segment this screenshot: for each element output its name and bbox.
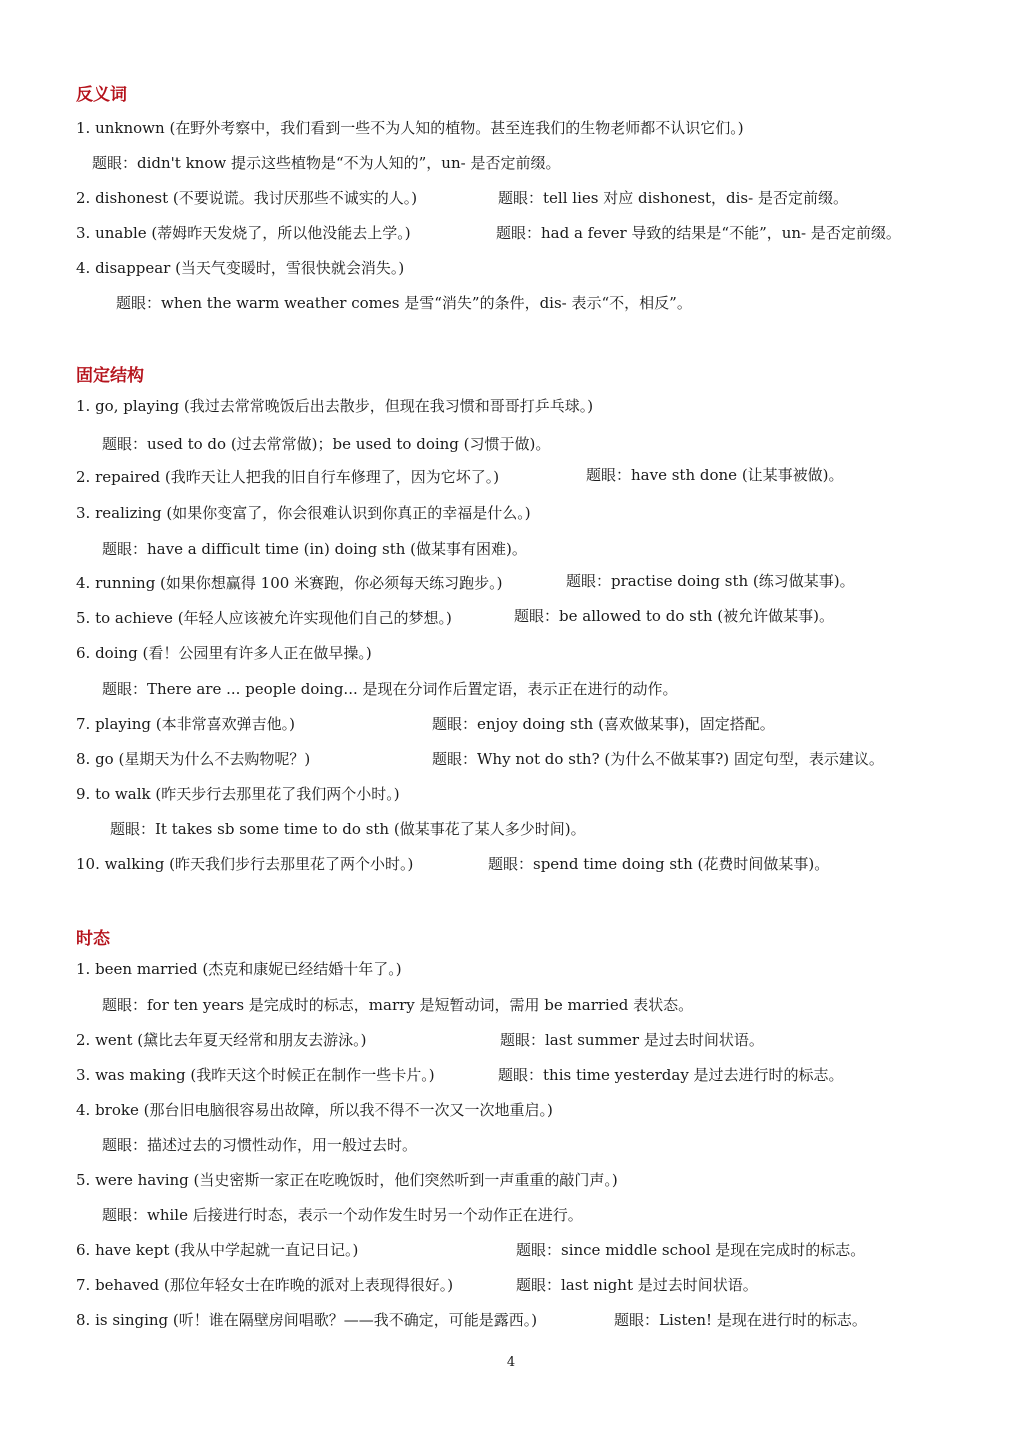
- item-hint: 题眼：描述过去的习惯性动作，用一般过去时。: [102, 1136, 418, 1154]
- item-hint: 题眼：had a fever 导致的结果是“不能”，un- 是否定前缀。: [496, 224, 901, 242]
- item-line: 2. dishonest (不要说谎。我讨厌那些不诚实的人。): [76, 189, 418, 207]
- item-hint: 题眼：last summer 是过去时间状语。: [500, 1031, 764, 1049]
- item-line: 4. running (如果你想赢得 100 米赛跑，你必须每天练习跑步。): [76, 574, 503, 592]
- item-line: 5. were having (当史密斯一家正在吃晚饭时，他们突然听到一声重重的敲门声。): [76, 1171, 618, 1189]
- item-line: 1. go, playing (我过去常常晚饭后出去散步，但现在我习惯和哥哥打乒乓球。): [76, 397, 594, 415]
- item-line: 1. unknown (在野外考察中，我们看到一些不为人知的植物。甚至连我们的生物老师都不认识它们。): [76, 119, 744, 137]
- item-hint: 题眼：There are ... people doing... 是现在分词作后置定语，表示正在进行的动作。: [102, 680, 678, 698]
- item-line: 9. to walk (昨天步行去那里花了我们两个小时。): [76, 785, 400, 803]
- item-hint: 题眼：have sth done (让某事被做)。: [586, 466, 844, 484]
- item-hint: 题眼：Why not do sth? (为什么不做某事?) 固定句型，表示建议。: [432, 750, 884, 768]
- item-line: 7. playing (本非常喜欢弹吉他。): [76, 715, 295, 733]
- item-line: 2. went (黛比去年夏天经常和朋友去游泳。): [76, 1031, 367, 1049]
- item-hint: 题眼：when the warm weather comes 是雪“消失”的条件，dis- 表示“不，相反”。: [116, 294, 692, 312]
- section-title-antonyms: 反义词: [76, 85, 127, 105]
- item-line: 2. repaired (我昨天让人把我的旧自行车修理了，因为它坏了。): [76, 468, 500, 486]
- item-hint: 题眼：Listen! 是现在进行时的标志。: [614, 1311, 867, 1329]
- section-title-fixed: 固定结构: [76, 366, 144, 386]
- item-line: 5. to achieve (年轻人应该被允许实现他们自己的梦想。): [76, 609, 452, 627]
- item-hint: 题眼：It takes sb some time to do sth (做某事花了某人多少时间)。: [110, 820, 586, 838]
- item-line: 1. been married (杰克和康妮已经结婚十年了。): [76, 960, 402, 978]
- item-hint: 题眼：tell lies 对应 dishonest，dis- 是否定前缀。: [498, 189, 848, 207]
- page-number: 4: [506, 1355, 516, 1370]
- item-line: 7. behaved (那位年轻女士在昨晚的派对上表现得很好。): [76, 1276, 454, 1294]
- item-line: 3. realizing (如果你变富了，你会很难认识到你真正的幸福是什么。): [76, 504, 531, 522]
- item-hint: 题眼：spend time doing sth (花费时间做某事)。: [488, 855, 830, 873]
- item-line: 6. have kept (我从中学起就一直记日记。): [76, 1241, 359, 1259]
- item-line: 6. doing (看！公园里有许多人正在做早操。): [76, 644, 372, 662]
- item-hint: 题眼：for ten years 是完成时的标志，marry 是短暂动词，需用 be married 表状态。: [102, 996, 694, 1014]
- item-line: 8. is singing (听！谁在隔壁房间唱歌？——我不确定，可能是露西。): [76, 1311, 538, 1329]
- item-hint: 题眼：practise doing sth (练习做某事)。: [566, 572, 855, 590]
- item-hint: 题眼：while 后接进行时态，表示一个动作发生时另一个动作正在进行。: [102, 1206, 583, 1224]
- item-line: 3. unable (蒂姆昨天发烧了，所以他没能去上学。): [76, 224, 411, 242]
- section-title-tense: 时态: [76, 929, 110, 949]
- item-line: 4. broke (那台旧电脑很容易出故障，所以我不得不一次又一次地重启。): [76, 1101, 553, 1119]
- item-hint: 题眼：last night 是过去时间状语。: [516, 1276, 758, 1294]
- item-line: 8. go (星期天为什么不去购物呢？): [76, 750, 311, 768]
- item-hint: 题眼：didn't know 提示这些植物是“不为人知的”，un- 是否定前缀。: [92, 154, 561, 172]
- item-line: 10. walking (昨天我们步行去那里花了两个小时。): [76, 855, 414, 873]
- item-line: 3. was making (我昨天这个时候正在制作一些卡片。): [76, 1066, 435, 1084]
- item-hint: 题眼：this time yesterday 是过去进行时的标志。: [498, 1066, 844, 1084]
- item-hint: 题眼：enjoy doing sth (喜欢做某事)，固定搭配。: [432, 715, 775, 733]
- item-hint: 题眼：used to do (过去常常做)；be used to doing (习惯于做)。: [102, 435, 551, 453]
- item-hint: 题眼：since middle school 是现在完成时的标志。: [516, 1241, 866, 1259]
- item-hint: 题眼：have a difficult time (in) doing sth (做某事有困难)。: [102, 540, 527, 558]
- item-hint: 题眼：be allowed to do sth (被允许做某事)。: [514, 607, 834, 625]
- item-line: 4. disappear (当天气变暖时，雪很快就会消失。): [76, 259, 405, 277]
